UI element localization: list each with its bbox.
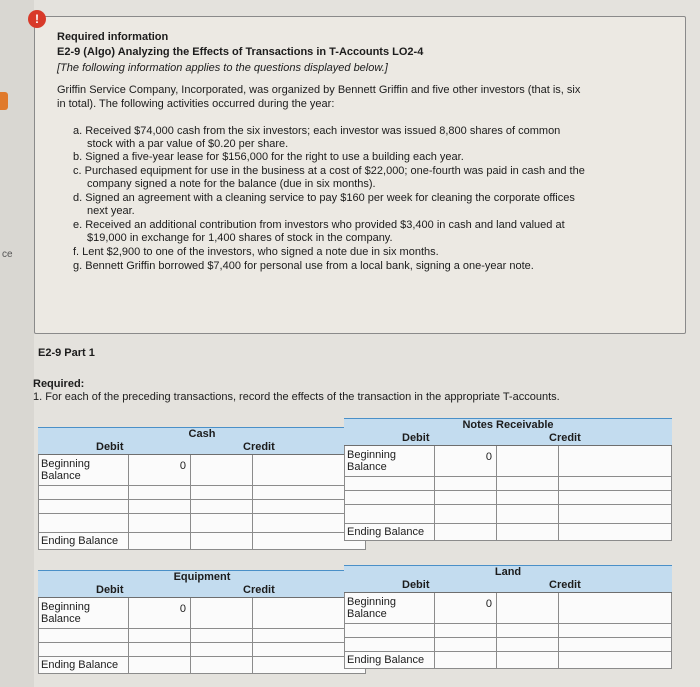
ending-balance-credit-amount[interactable]	[190, 533, 252, 549]
ending-balance-label: Ending Balance	[38, 533, 128, 549]
ending-balance-debit[interactable]	[434, 524, 496, 540]
ending-balance-credit[interactable]	[558, 524, 672, 540]
transaction-c-cont: company signed a note for the balance (due in six months).	[87, 178, 376, 190]
entry-debit-input[interactable]	[434, 638, 496, 651]
account-header	[344, 579, 672, 593]
entry-debit-input[interactable]	[128, 486, 190, 499]
beginning-balance-label: Beginning Balance	[344, 593, 434, 623]
intro-line-2: in total). The following activities occurred during the year:	[57, 98, 335, 110]
beginning-row	[344, 593, 672, 624]
left-panel-marker	[0, 92, 8, 110]
entry-credit-label-input[interactable]	[496, 624, 558, 637]
beginning-balance-debit[interactable]: 0	[434, 446, 496, 476]
ending-row	[38, 657, 366, 674]
entry-row	[38, 486, 366, 500]
entry-row	[344, 638, 672, 652]
account-name: Notes Receivable	[344, 418, 672, 432]
beginning-balance-credit[interactable]	[558, 446, 672, 476]
credit-header: Credit	[243, 584, 275, 596]
ending-balance-debit[interactable]	[128, 533, 190, 549]
entry-credit-input[interactable]	[558, 477, 672, 490]
part-title: E2-9 Part 1	[38, 347, 95, 359]
beginning-balance-debit[interactable]: 0	[128, 455, 190, 485]
entry-label-input[interactable]	[344, 477, 434, 490]
beginning-balance-debit[interactable]: 0	[434, 593, 496, 623]
ending-row	[344, 524, 672, 541]
ending-balance-credit-amount[interactable]	[496, 652, 558, 668]
entry-credit-input[interactable]	[558, 505, 672, 523]
entry-row	[344, 491, 672, 505]
transaction-c: c. Purchased equipment for use in the business at a cost of $22,000; one-fourth was paid in cash and the	[73, 165, 585, 177]
credit-header: Credit	[243, 441, 275, 453]
intro-line-1: Griffin Service Company, Incorporated, was organized by Bennett Griffin and five other investors (that is, six	[57, 84, 581, 96]
entry-credit-input[interactable]	[558, 624, 672, 637]
debit-header: Debit	[402, 579, 430, 591]
ending-balance-debit[interactable]	[434, 652, 496, 668]
required-text: 1. For each of the preceding transactions, record the effects of the transaction in the appropriate T-accounts.	[33, 391, 560, 403]
entry-row	[344, 624, 672, 638]
entry-credit-label-input[interactable]	[496, 491, 558, 504]
entry-row	[38, 643, 366, 657]
ending-balance-credit[interactable]	[558, 652, 672, 668]
entry-credit-label-input[interactable]	[496, 638, 558, 651]
ending-balance-label: Ending Balance	[38, 657, 128, 673]
account-name: Land	[344, 565, 672, 579]
entry-credit-label-input[interactable]	[190, 514, 252, 532]
beginning-balance-label: Beginning Balance	[38, 455, 128, 485]
entry-debit-input[interactable]	[434, 477, 496, 490]
entry-label-input[interactable]	[38, 643, 128, 656]
entry-row	[38, 500, 366, 514]
entry-label-input[interactable]	[38, 514, 128, 532]
entry-credit-label-input[interactable]	[496, 505, 558, 523]
debit-header: Debit	[96, 441, 124, 453]
entry-row	[344, 505, 672, 524]
entry-credit-label-input[interactable]	[496, 477, 558, 490]
entry-row	[344, 477, 672, 491]
entry-credit-label-input[interactable]	[190, 486, 252, 499]
entry-label-input[interactable]	[38, 486, 128, 499]
entry-credit-label-input[interactable]	[190, 629, 252, 642]
left-panel-text: ce	[2, 249, 13, 260]
entry-label-input[interactable]	[344, 491, 434, 504]
beginning-balance-credit-amount[interactable]	[496, 446, 558, 476]
entry-debit-input[interactable]	[128, 500, 190, 513]
transaction-a-cont: stock with a par value of $0.20 per share.	[87, 138, 289, 150]
transaction-e-cont: $19,000 in exchange for 1,400 shares of stock in the company.	[87, 232, 393, 244]
exercise-title: E2-9 (Algo) Analyzing the Effects of Transactions in T-Accounts LO2-4	[57, 46, 424, 58]
ending-balance-label: Ending Balance	[344, 652, 434, 668]
debit-header: Debit	[96, 584, 124, 596]
transaction-e: e. Received an additional contribution from investors who provided $3,400 in cash and land valued at	[73, 219, 565, 231]
beginning-balance-credit-amount[interactable]	[190, 455, 252, 485]
entry-label-input[interactable]	[344, 638, 434, 651]
entry-debit-input[interactable]	[434, 624, 496, 637]
entry-debit-input[interactable]	[128, 643, 190, 656]
required-label: Required:	[33, 378, 85, 390]
account-name: Equipment	[38, 570, 366, 584]
entry-credit-input[interactable]	[558, 638, 672, 651]
ending-balance-credit-amount[interactable]	[496, 524, 558, 540]
transaction-b: b. Signed a five-year lease for $156,000 for the right to use a building each year.	[73, 151, 464, 163]
entry-label-input[interactable]	[38, 500, 128, 513]
debit-header: Debit	[402, 432, 430, 444]
transaction-d-cont: next year.	[87, 205, 135, 217]
entry-credit-input[interactable]	[558, 491, 672, 504]
question-card	[34, 16, 686, 334]
ending-row	[344, 652, 672, 669]
info-note: [The following information applies to the questions displayed below.]	[57, 62, 388, 74]
beginning-balance-label: Beginning Balance	[344, 446, 434, 476]
transaction-g: g. Bennett Griffin borrowed $7,400 for personal use from a local bank, signing a one-year note.	[73, 260, 534, 272]
account-name: Cash	[38, 427, 366, 441]
beginning-row	[38, 598, 366, 629]
account-header	[38, 584, 366, 598]
account-header	[38, 441, 366, 455]
ending-balance-label: Ending Balance	[344, 524, 434, 540]
ending-row	[38, 533, 366, 550]
beginning-balance-credit-amount[interactable]	[190, 598, 252, 628]
required-info-heading: Required information	[57, 31, 169, 43]
entry-row	[38, 629, 366, 643]
entry-label-input[interactable]	[344, 624, 434, 637]
entry-credit-label-input[interactable]	[190, 643, 252, 656]
entry-label-input[interactable]	[344, 505, 434, 523]
transaction-d: d. Signed an agreement with a cleaning service to pay $160 per week for cleaning the corporate offices	[73, 192, 575, 204]
beginning-row	[344, 446, 672, 477]
entry-debit-input[interactable]	[128, 629, 190, 642]
beginning-balance-credit-amount[interactable]	[496, 593, 558, 623]
entry-credit-label-input[interactable]	[190, 500, 252, 513]
beginning-balance-debit[interactable]: 0	[128, 598, 190, 628]
beginning-balance-credit[interactable]	[558, 593, 672, 623]
alert-icon: !	[28, 10, 46, 28]
ending-balance-debit[interactable]	[128, 657, 190, 673]
credit-header: Credit	[549, 579, 581, 591]
entry-label-input[interactable]	[38, 629, 128, 642]
transaction-f: f. Lent $2,900 to one of the investors, who signed a note due in six months.	[73, 246, 439, 258]
transaction-a: a. Received $74,000 cash from the six investors; each investor was issued 8,800 shares of common	[73, 125, 561, 137]
account-header	[344, 432, 672, 446]
entry-debit-input[interactable]	[128, 514, 190, 532]
entry-debit-input[interactable]	[434, 505, 496, 523]
beginning-row	[38, 455, 366, 486]
entry-debit-input[interactable]	[434, 491, 496, 504]
entry-row	[38, 514, 366, 533]
beginning-balance-label: Beginning Balance	[38, 598, 128, 628]
ending-balance-credit-amount[interactable]	[190, 657, 252, 673]
credit-header: Credit	[549, 432, 581, 444]
